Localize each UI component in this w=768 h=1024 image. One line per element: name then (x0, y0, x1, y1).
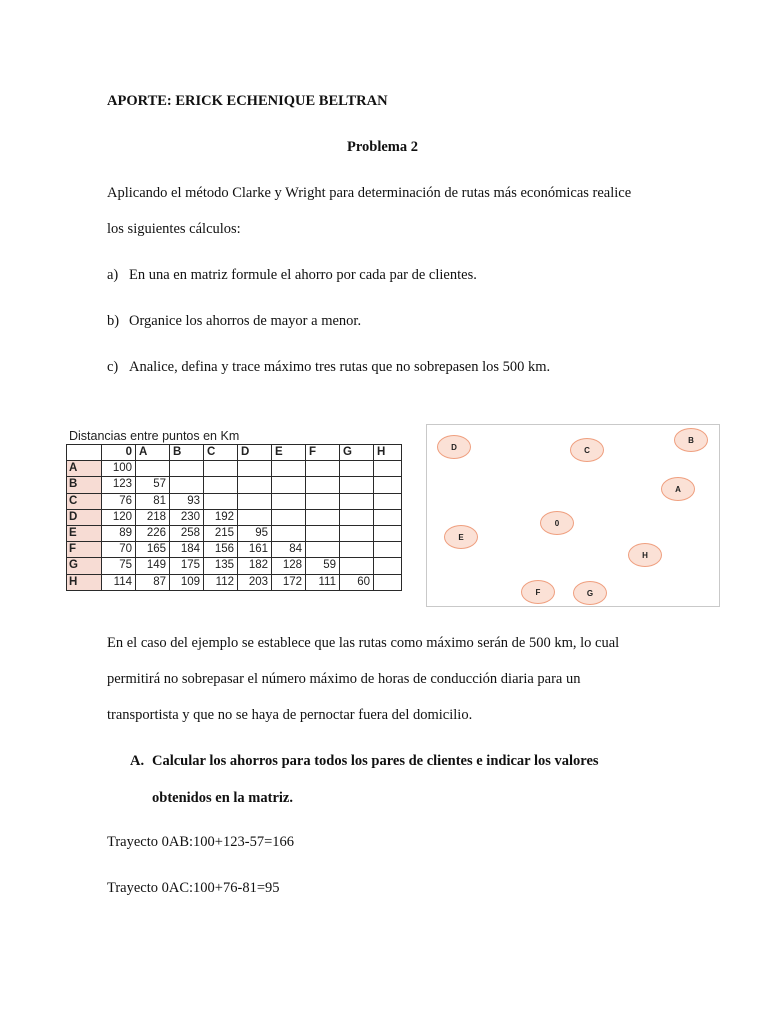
table-cell: 57 (136, 477, 170, 493)
trayecto-0ac: Trayecto 0AC:100+76-81=95 (107, 880, 280, 896)
table-cell (374, 558, 402, 574)
table-cell (340, 493, 374, 509)
table-cell (374, 477, 402, 493)
table-cell: 109 (170, 574, 204, 590)
task-a (107, 266, 477, 284)
table-row (67, 558, 402, 574)
column-header: G (340, 445, 374, 461)
table-row (67, 461, 402, 477)
column-header: C (204, 445, 238, 461)
map-node-a: A (661, 477, 695, 501)
table-cell: 112 (204, 574, 238, 590)
distance-table (66, 444, 402, 591)
map-node-c: C (570, 438, 604, 462)
row-label: A (67, 461, 102, 477)
column-header: E (272, 445, 306, 461)
row-label: F (67, 542, 102, 558)
table-cell: 76 (102, 493, 136, 509)
table-cell: 95 (238, 525, 272, 541)
row-label: E (67, 525, 102, 541)
table-cell (306, 525, 340, 541)
task-b (107, 312, 362, 330)
task-marker: b) (107, 313, 120, 329)
table-cell: 89 (102, 525, 136, 541)
table-cell: 172 (272, 574, 306, 590)
table-cell (374, 542, 402, 558)
table-cell (238, 461, 272, 477)
table-cell (238, 493, 272, 509)
trayecto-0ab: Trayecto 0AB:100+123-57=166 (107, 834, 294, 850)
map-node-g: G (573, 581, 607, 605)
map-node-h: H (628, 543, 662, 567)
table-cell (272, 493, 306, 509)
section-a-marker: A. (130, 753, 145, 769)
table-cell: 161 (238, 542, 272, 558)
table-cell (306, 477, 340, 493)
table-cell (374, 574, 402, 590)
table-cell: 203 (238, 574, 272, 590)
column-header: B (170, 445, 204, 461)
table-cell: 165 (136, 542, 170, 558)
table-cell (272, 509, 306, 525)
table-corner-cell (67, 445, 102, 461)
table-row (67, 477, 402, 493)
table-cell (340, 558, 374, 574)
map-node-b: B (674, 428, 708, 452)
task-c (107, 358, 551, 376)
table-cell: 100 (102, 461, 136, 477)
table-cell (238, 509, 272, 525)
table-cell (340, 461, 374, 477)
row-label: C (67, 493, 102, 509)
table-cell: 75 (102, 558, 136, 574)
table-cell (340, 509, 374, 525)
table-cell (306, 493, 340, 509)
table-cell (204, 461, 238, 477)
table-row (67, 509, 402, 525)
table-cell: 192 (204, 509, 238, 525)
table-cell (340, 525, 374, 541)
table-cell: 84 (272, 542, 306, 558)
table-cell: 81 (136, 493, 170, 509)
table-cell: 215 (204, 525, 238, 541)
table-cell (306, 509, 340, 525)
table-cell: 230 (170, 509, 204, 525)
row-label: D (67, 509, 102, 525)
task-marker: a) (107, 267, 119, 283)
table-cell: 60 (340, 574, 374, 590)
map-node-d: D (437, 435, 471, 459)
paragraph-2-line-1: En el caso del ejemplo se establece que las rutas como máximo serán de 500 km, lo cual (107, 635, 620, 651)
table-cell (170, 461, 204, 477)
table-cell: 149 (136, 558, 170, 574)
table-row (67, 493, 402, 509)
table-cell (306, 542, 340, 558)
table-cell (272, 477, 306, 493)
row-label: B (67, 477, 102, 493)
table-cell: 120 (102, 509, 136, 525)
table-cell: 123 (102, 477, 136, 493)
table-cell (204, 493, 238, 509)
table-row (67, 542, 402, 558)
table-cell (374, 509, 402, 525)
table-cell (374, 525, 402, 541)
table-cell (170, 477, 204, 493)
paragraph-2-line-2: permitirá no sobrepasar el número máximo de horas de conducción diaria para un (107, 671, 581, 687)
author-line: APORTE: ERICK ECHENIQUE BELTRAN (107, 93, 388, 109)
map-node-depot: 0 (540, 511, 574, 535)
table-cell (272, 461, 306, 477)
table-cell: 218 (136, 509, 170, 525)
map-node-e: E (444, 525, 478, 549)
section-a-heading (130, 752, 599, 770)
column-header: A (136, 445, 170, 461)
table-row (67, 574, 402, 590)
row-label: G (67, 558, 102, 574)
table-cell (272, 525, 306, 541)
paragraph-2-line-3: transportista y que no se haya de pernoctar fuera del domicilio. (107, 707, 473, 723)
task-marker: c) (107, 359, 119, 375)
column-header: 0 (102, 445, 136, 461)
column-header: H (374, 445, 402, 461)
table-cell: 135 (204, 558, 238, 574)
table-cell (238, 477, 272, 493)
table-cell: 156 (204, 542, 238, 558)
table-cell (340, 477, 374, 493)
intro-line-1: Aplicando el método Clarke y Wright para determinación de rutas más económicas realice (107, 185, 632, 201)
column-header: F (306, 445, 340, 461)
table-cell: 226 (136, 525, 170, 541)
table-cell: 128 (272, 558, 306, 574)
table-cell (204, 477, 238, 493)
task-text: En una en matriz formule el ahorro por cada par de clientes. (129, 267, 477, 283)
table-cell: 70 (102, 542, 136, 558)
table-cell: 184 (170, 542, 204, 558)
task-text: Organice los ahorros de mayor a menor. (129, 313, 362, 329)
table-row (67, 525, 402, 541)
map-node-f: F (521, 580, 555, 604)
table-cell (306, 461, 340, 477)
table-cell (374, 493, 402, 509)
problem-title: Problema 2 (347, 139, 419, 155)
table-header-row (67, 445, 402, 461)
table-cell (340, 542, 374, 558)
intro-line-2: los siguientes cálculos: (107, 221, 241, 237)
table-cell: 87 (136, 574, 170, 590)
task-text: Analice, defina y trace máximo tres rutas que no sobrepasen los 500 km. (129, 359, 551, 375)
table-cell: 111 (306, 574, 340, 590)
table-cell (374, 461, 402, 477)
table-cell: 182 (238, 558, 272, 574)
table-cell: 175 (170, 558, 204, 574)
table-cell: 93 (170, 493, 204, 509)
section-a-line-2: obtenidos en la matriz. (152, 790, 293, 806)
table-cell: 114 (102, 574, 136, 590)
column-header: D (238, 445, 272, 461)
client-location-map (426, 424, 720, 607)
distance-table-title: Distancias entre puntos en Km (69, 429, 240, 443)
table-cell: 59 (306, 558, 340, 574)
table-cell: 258 (170, 525, 204, 541)
row-label: H (67, 574, 102, 590)
table-cell (136, 461, 170, 477)
section-a-line-1: Calcular los ahorros para todos los pares de clientes e indicar los valores (152, 753, 599, 769)
